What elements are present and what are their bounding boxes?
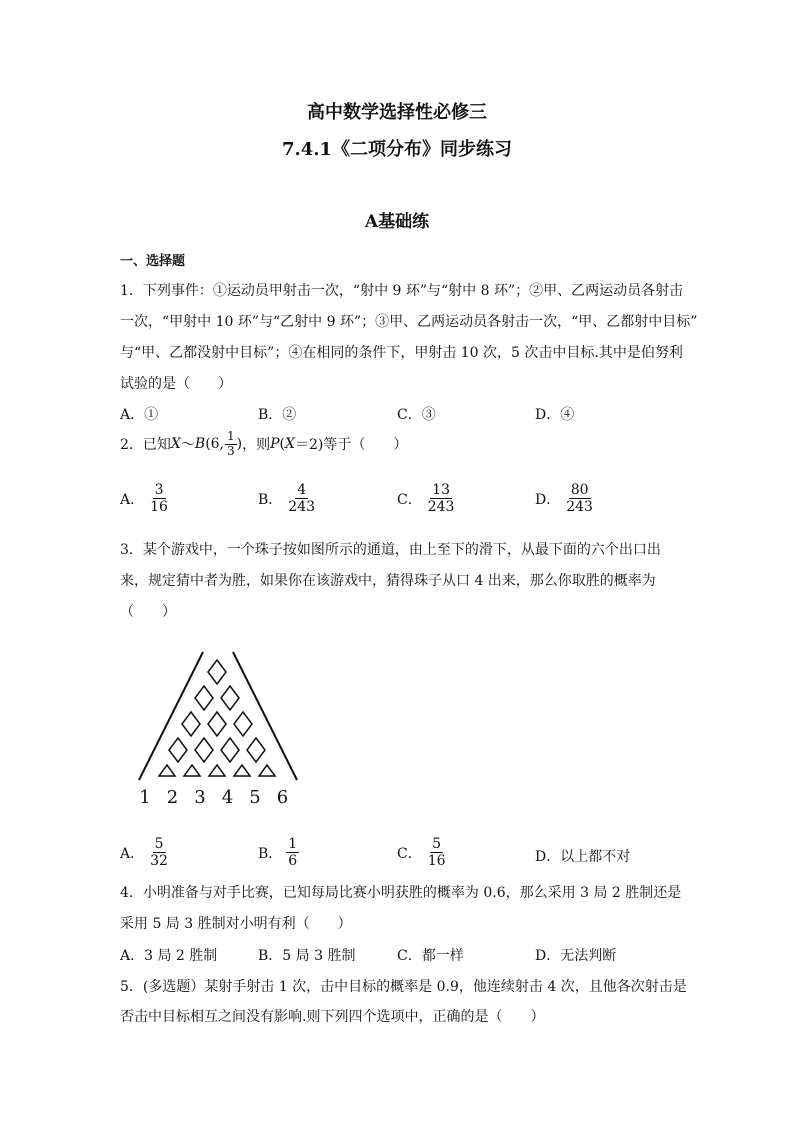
option-c: C．③	[397, 407, 436, 423]
option-fraction	[564, 482, 595, 515]
option-fraction	[286, 836, 299, 869]
fraction-denominator: 16	[150, 499, 168, 516]
option-a: A．3 局 2 胜制	[120, 948, 218, 964]
peg-triangle	[159, 765, 175, 776]
question-5-line: 否击中目标相互之间没有影响.则下列四个选项中，正确的是（ ）	[120, 1009, 545, 1025]
section-heading: A基础练	[364, 212, 430, 232]
fraction-numerator: 80	[570, 482, 589, 498]
peg-diamond	[221, 738, 239, 762]
peg-diamond	[169, 738, 187, 762]
exit-label-group	[139, 787, 288, 808]
q2-fraction	[225, 430, 237, 459]
q2-open: (6,	[205, 436, 225, 453]
question-3-line: 3．某个游戏中，一个珠子按如图所示的通道，由上至下的滑下，从最下面的六个出口出	[120, 542, 661, 558]
q2-mid: ，则	[242, 437, 271, 454]
exit-label: 3	[194, 787, 206, 808]
exit-label: 6	[276, 787, 289, 808]
peg-diamond	[247, 738, 265, 762]
option-fraction	[426, 482, 457, 515]
peg-triangle	[209, 765, 225, 776]
q2-close: )	[236, 436, 243, 453]
peg-diamond	[221, 686, 239, 710]
option-b	[258, 482, 317, 515]
peg-diamond	[234, 712, 252, 736]
peg-diamond	[208, 712, 226, 736]
option-letter: A．	[120, 845, 145, 862]
option-d	[535, 846, 630, 866]
fraction-denominator: 243	[566, 499, 593, 516]
question-1-line: 试验的是（ ）	[120, 376, 232, 392]
question-1-line: 1．下列事件：①运动员甲射击一次，“射中 9 环”与“射中 8 环”；②甲、乙两运动员各射击	[120, 283, 684, 299]
peg-diamond	[195, 686, 213, 710]
fraction-denominator: 243	[427, 499, 455, 516]
fraction-numerator: 1	[227, 429, 235, 443]
exit-label: 4	[221, 787, 234, 808]
fraction-numerator: 1	[288, 836, 298, 852]
option-d	[535, 482, 595, 515]
exit-label: 1	[139, 787, 151, 808]
fraction-numerator: 4	[297, 482, 307, 498]
question-4-line: 4．小明准备与对手比赛，已知每局比赛小明获胜的概率为 0.6，那么采用 3 局 2 胜制还是	[120, 885, 682, 901]
q2-prefix: 2．已知	[120, 437, 171, 454]
exit-label: 5	[249, 787, 261, 808]
option-letter: D．	[535, 849, 561, 865]
fraction-denominator: 32	[150, 853, 168, 870]
part-heading: 一、选择题	[120, 254, 186, 269]
option-d: D．无法判断	[535, 948, 617, 964]
question-4-line: 采用 5 局 3 胜制对小明有利（ ）	[120, 916, 352, 932]
option-letter: A．	[120, 491, 145, 508]
fraction-numerator: 3	[154, 482, 164, 498]
exit-label: 2	[166, 787, 179, 808]
q2-eq: ＝2)	[294, 437, 324, 454]
q2-suffix: 等于（ ）	[323, 437, 408, 454]
question-3-line: 来，规定猜中者为胜，如果你在该游戏中，猜得珠子从口 4 出来，那么你取胜的概率为	[120, 573, 656, 589]
option-c	[397, 482, 456, 515]
fraction-denominator: 16	[427, 853, 446, 870]
question-1-line: 一次，“甲射中 10 环”与“乙射中 9 环”；③甲、乙两运动员各射击一次，“甲、乙都射中目标”	[120, 314, 698, 330]
peg-triangle	[234, 765, 250, 776]
option-b: B．②	[258, 407, 297, 423]
option-c	[397, 836, 448, 869]
peg-diamond	[208, 660, 226, 684]
q2-var-p: P	[270, 436, 280, 453]
galton-board-figure	[120, 640, 320, 810]
option-b: B．5 局 3 胜制	[258, 948, 356, 964]
peg-diamond	[195, 738, 213, 762]
option-letter: D．	[535, 491, 561, 508]
fraction-denominator: 3	[227, 443, 235, 458]
option-a: A．①	[120, 407, 159, 423]
option-fraction	[148, 482, 170, 515]
option-letter: B．	[258, 491, 283, 508]
document-subtitle: 7.4.1《二项分布》同步练习	[281, 139, 513, 160]
q2-var-x2: X	[285, 436, 295, 453]
option-d: D．④	[535, 407, 575, 423]
option-fraction	[426, 836, 448, 869]
option-letter: C．	[397, 845, 422, 862]
question-1-line: 与“甲、乙都没射中目标”；④在相同的条件下，甲射击 10 次，5 次击中目标.其中是伯努利	[120, 345, 683, 361]
fraction-numerator: 5	[432, 836, 442, 852]
fraction-numerator: 5	[154, 836, 164, 852]
q2-var-x: X	[170, 436, 181, 453]
question-3-line: （ ）	[120, 604, 176, 620]
option-text: 以上都不对	[560, 849, 631, 865]
option-a	[120, 836, 170, 869]
peg-triangle	[259, 765, 275, 776]
q2-paren: (	[279, 436, 286, 453]
fraction-numerator: 13	[432, 482, 450, 498]
q2-tilde: ～	[180, 437, 195, 454]
option-fraction	[286, 482, 317, 515]
option-b	[258, 836, 299, 869]
q2-var-b: B	[194, 436, 206, 453]
fraction-denominator: 243	[288, 499, 316, 516]
document-title: 高中数学选择性必修三	[307, 102, 487, 123]
option-c: C．都一样	[397, 948, 464, 964]
option-a	[120, 482, 170, 515]
option-letter: C．	[397, 491, 422, 508]
peg-diamond	[182, 712, 200, 736]
option-fraction	[148, 836, 170, 869]
option-letter: B．	[258, 845, 283, 862]
question-2-stem	[120, 430, 407, 459]
peg-triangle	[184, 765, 200, 776]
fraction-denominator: 6	[288, 853, 298, 870]
peg-group	[159, 660, 275, 776]
right-wall	[233, 652, 297, 780]
question-5-line: 5．(多选题）某射手射击 1 次，击中目标的概率是 0.9，他连续射击 4 次，且他各次射击是	[120, 979, 687, 995]
